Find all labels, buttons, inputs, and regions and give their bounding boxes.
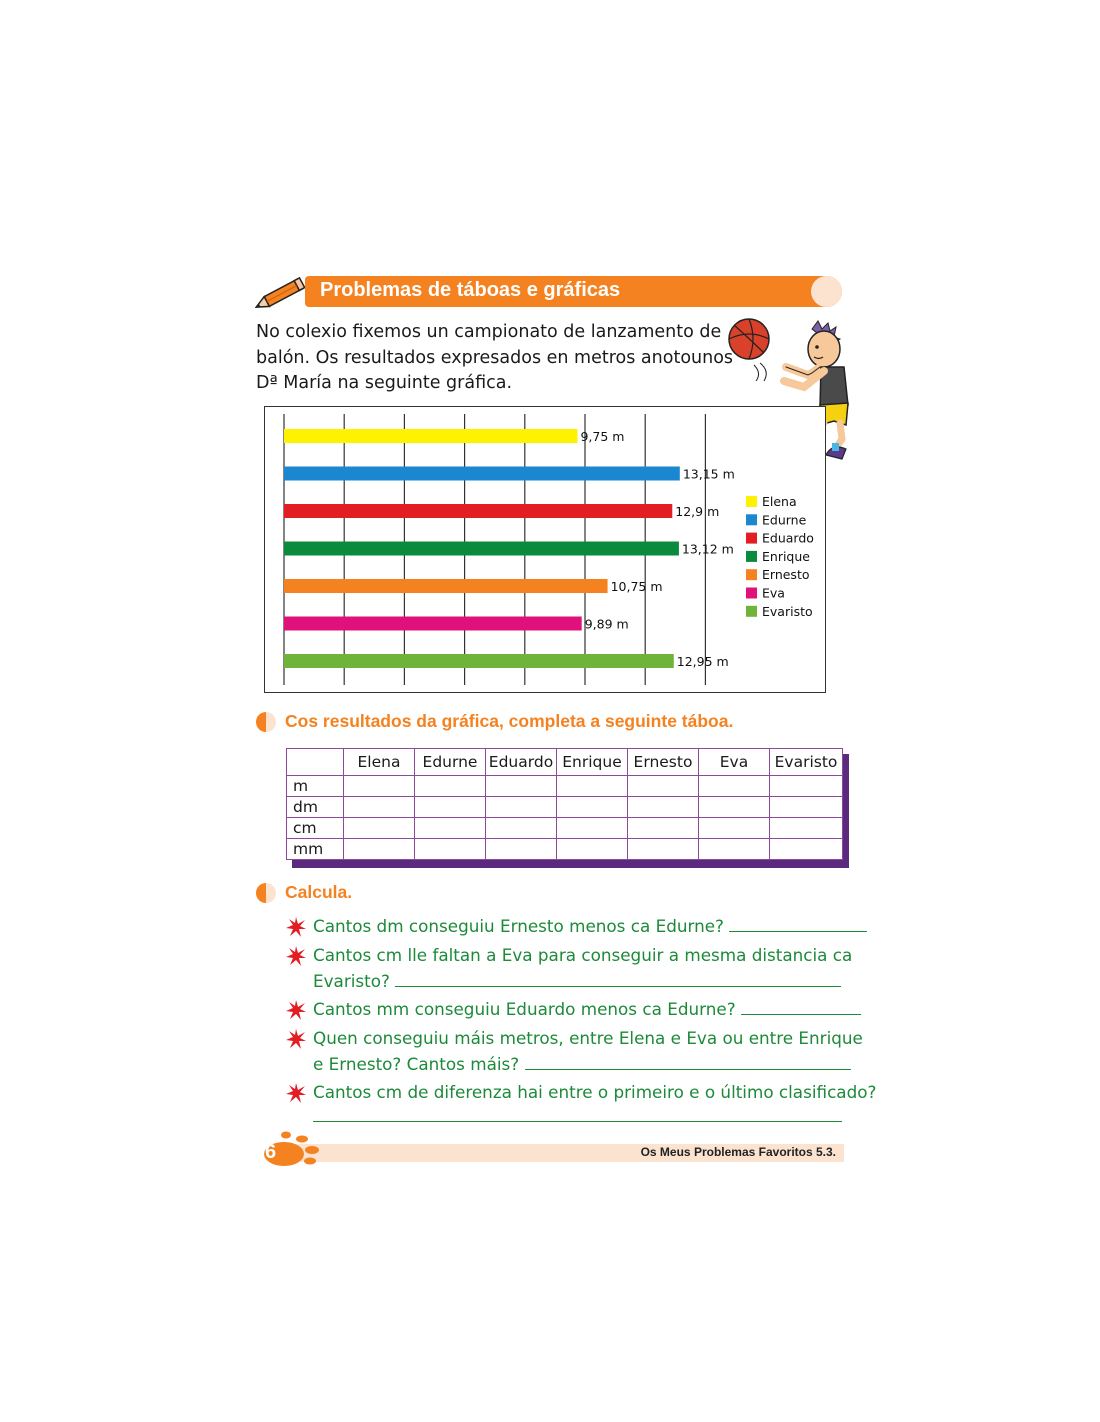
question-5 (313, 1079, 876, 1105)
answer-cell[interactable] (557, 797, 628, 818)
question-text: e Ernesto? Cantos máis? (313, 1054, 520, 1074)
table-header-cell: Eva (699, 749, 770, 776)
table-header-row (287, 749, 843, 776)
answer-cell[interactable] (557, 839, 628, 860)
answer-cell[interactable] (344, 797, 415, 818)
legend-label: Enrique (762, 548, 810, 564)
table-header-cell (287, 749, 344, 776)
answer-cell[interactable] (486, 776, 557, 797)
row-label: cm (287, 818, 344, 839)
legend-label: Eva (762, 585, 785, 601)
splat-bullet-icon (285, 916, 307, 938)
question-3 (313, 996, 861, 1022)
answer-cell[interactable] (699, 839, 770, 860)
legend-swatch (746, 606, 757, 617)
splat-bullet-icon (285, 999, 307, 1021)
data-label: 9,89 m (584, 616, 629, 632)
banner-cap (811, 276, 842, 307)
table-header-cell: Enrique (557, 749, 628, 776)
bar-enrique (284, 542, 679, 556)
answer-cell[interactable] (344, 776, 415, 797)
table-row (287, 839, 843, 860)
legend-label: Edurne (762, 512, 807, 528)
answer-line[interactable] (313, 1121, 842, 1122)
answer-cell[interactable] (415, 839, 486, 860)
question-1 (313, 913, 867, 939)
page-number: 6 (265, 1141, 277, 1163)
intro-line: No colexio fixemos un campionato de lanzamento de (256, 322, 722, 342)
answer-cell[interactable] (770, 776, 843, 797)
answer-cell[interactable] (486, 839, 557, 860)
bar-ernesto (284, 579, 608, 593)
book-title: Os Meus Problemas Favoritos 5.3. (640, 1145, 836, 1159)
footer-bar (270, 1144, 844, 1162)
section-title-table: Cos resultados da gráfica, completa a seguinte táboa. (285, 711, 734, 731)
title-banner (305, 276, 842, 307)
question-2-cont (313, 968, 841, 994)
table-row (287, 797, 843, 818)
intro-line: balón. Os resultados expresados en metros anotounos (256, 347, 734, 368)
answer-cell[interactable] (628, 797, 699, 818)
answer-cell[interactable] (344, 839, 415, 860)
bar-eduardo (284, 504, 672, 518)
answer-cell[interactable] (770, 797, 843, 818)
answer-line[interactable] (395, 968, 841, 987)
table-header-cell: Ernesto (628, 749, 699, 776)
data-label: 10,75 m (610, 579, 663, 594)
answer-cell[interactable] (415, 776, 486, 797)
answer-cell[interactable] (628, 776, 699, 797)
table-header-cell: Evaristo (770, 749, 843, 776)
question-text: Cantos cm de diferenza hai entre o primeiro e o último clasificado? (313, 1082, 877, 1102)
answer-cell[interactable] (628, 839, 699, 860)
data-label: 13,12 m (681, 541, 734, 557)
bar-chart (264, 406, 826, 693)
legend-label: Ernesto (762, 567, 810, 583)
table-row (287, 776, 843, 797)
table-header-cell: Elena (344, 749, 415, 776)
legend-swatch (746, 496, 757, 507)
answer-cell[interactable] (557, 818, 628, 839)
page-title: Problemas de táboas e gráficas (320, 279, 621, 301)
legend-swatch (746, 551, 757, 562)
answer-line[interactable] (729, 913, 867, 932)
data-label: 9,75 m (580, 429, 625, 444)
answer-cell[interactable] (415, 797, 486, 818)
legend-swatch (746, 533, 757, 544)
bar-elena (284, 429, 577, 443)
intro-text (256, 320, 734, 397)
splat-bullet-icon (285, 1028, 307, 1050)
answer-cell[interactable] (486, 797, 557, 818)
data-label: 12,9 m (675, 504, 720, 519)
table-header-cell: Edurne (415, 749, 486, 776)
intro-line: Dª María na seguinte gráfica. (256, 373, 513, 393)
data-label: 12,95 m (676, 654, 729, 669)
splat-bullet-icon (285, 1082, 307, 1104)
splat-bullet-icon (285, 945, 307, 967)
answer-cell[interactable] (557, 776, 628, 797)
legend-swatch (746, 588, 757, 599)
section-bullet-icon (256, 712, 276, 732)
bar-eva (284, 617, 582, 631)
question-text: Cantos cm lle faltan a Eva para conseguir a mesma distancia ca (313, 945, 853, 965)
table-row (287, 818, 843, 839)
answer-cell[interactable] (344, 818, 415, 839)
legend-label: Evaristo (762, 603, 813, 619)
data-label: 13,15 m (682, 466, 735, 482)
legend-swatch (746, 569, 757, 580)
table-header-cell: Eduardo (486, 749, 557, 776)
answer-cell[interactable] (628, 818, 699, 839)
question-text: Cantos mm conseguiu Eduardo menos ca Edurne? (313, 999, 736, 1019)
row-label: mm (287, 839, 344, 860)
question-4 (313, 1025, 863, 1051)
question-text: Quen conseguiu máis metros, entre Elena e Eva ou entre Enrique (313, 1028, 863, 1048)
bar-edurne (284, 467, 680, 481)
answer-cell[interactable] (699, 776, 770, 797)
pencil-icon (255, 276, 310, 312)
legend-label: Eduardo (762, 530, 814, 546)
answer-cell[interactable] (699, 818, 770, 839)
legend-swatch (746, 514, 757, 525)
answer-line[interactable] (525, 1051, 851, 1070)
answer-cell[interactable] (415, 818, 486, 839)
question-4-cont (313, 1051, 851, 1077)
legend-label: Elena (762, 494, 797, 509)
question-text: Evaristo? (313, 971, 390, 991)
answer-cell[interactable] (770, 818, 843, 839)
answer-cell[interactable] (486, 818, 557, 839)
answer-cell[interactable] (699, 797, 770, 818)
results-table (286, 748, 843, 860)
row-label: dm (287, 797, 344, 818)
section-bullet-icon (256, 883, 276, 903)
answer-cell[interactable] (770, 839, 843, 860)
question-text: Cantos dm conseguiu Ernesto menos ca Edurne? (313, 916, 724, 936)
row-label: m (287, 776, 344, 797)
section-title-calculate: Calcula. (285, 882, 353, 902)
question-2 (313, 942, 852, 968)
answer-line[interactable] (741, 996, 861, 1015)
bar-evaristo (284, 654, 674, 668)
